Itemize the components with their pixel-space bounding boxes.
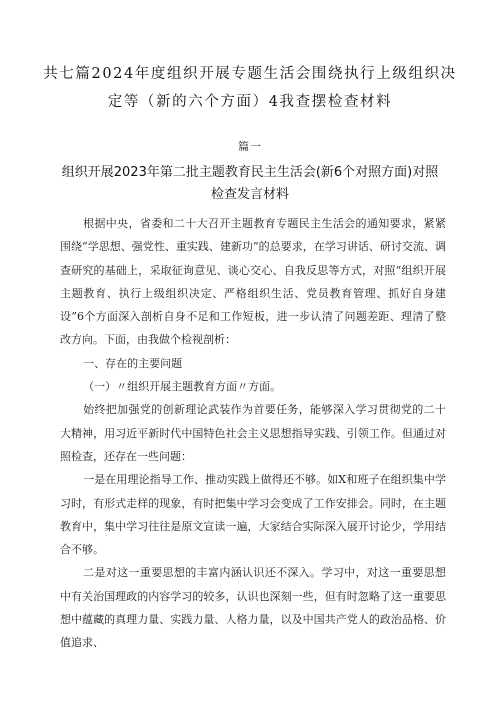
subsection-heading-1: （一）〃组织开展主题教育方面〃方面。 bbox=[83, 380, 282, 394]
paragraph-intro: 根据中央，省委和二十大召开主题教育专题民主生活会的通知要求，紧紧围绕“学思想、强党性、重实践、建新功”的总要求，在学习讲话、研讨交流、调查研究的基础上，采取征询意见、谈心交心、自我反思等方式，对照“组织开展主题教育、执行上级组织决定、严格组织生活、党员教育管理、抓好自身建设”6个方面深入剖析自身不足和工作短板，进一步认清了问题差距、理清了整改方向。下面，由我做个检视剖析： bbox=[60, 217, 446, 347]
paragraph-issue-1: 一是在用理论指导工作、推动实践上做得还不够。如X和班子在组织集中学习时，有形式走样的现象，有时把集中学习会变成了工作安排会。同时，在主题教育中，集中学习往往是原文宣读一遍，大家结合实际深入展开讨论少，学用结合不够。 bbox=[60, 473, 446, 557]
document-subtitle: 组织开展2023年第二批主题教育民主生活会(新6个对照方面)对照检查发言材料 bbox=[61, 165, 439, 202]
section-heading-issues: 一、存在的主要问题 bbox=[83, 356, 183, 370]
paragraph-theory: 始终把加强党的创新理论武装作为首要任务，能够深入学习贯彻党的二十大精神，用习近平新时代中国特色社会主义思想指导实践、引领工作。但通过对照检查，还存在一些问题： bbox=[60, 403, 446, 463]
paragraph-issue-2: 二是对这一重要思想的丰富内涵认识还不深入。学习中，对这一重要思想中有关治国理政的内容学习的较多，认识也深刻一些，但有时忽略了这一重要思想中蕴藏的真理力量、实践力量、人格力量，以及中国共产党人的政治品格、价值追求、 bbox=[60, 566, 446, 650]
section-label: 篇一 bbox=[238, 140, 262, 153]
document-title: 共七篇2024年度组织开展专题生活会围绕执行上级组织决定等（新的六个方面）4我查摆检查材料 bbox=[43, 66, 457, 110]
document-body bbox=[60, 212, 446, 655]
